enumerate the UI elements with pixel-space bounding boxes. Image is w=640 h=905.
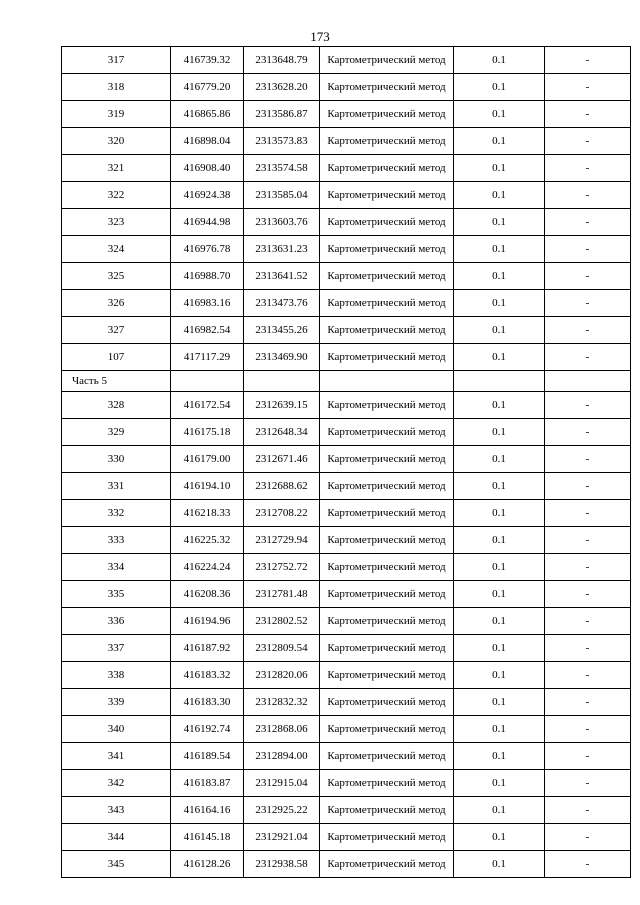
- note-cell: -: [545, 527, 631, 554]
- note-cell: -: [545, 344, 631, 371]
- table-row: [62, 824, 631, 851]
- accuracy-cell: 0.1: [454, 662, 545, 689]
- point-number-cell: 330: [62, 446, 171, 473]
- table-row: [62, 581, 631, 608]
- point-number-cell: 322: [62, 182, 171, 209]
- table-row: [62, 554, 631, 581]
- method-cell: Картометрический метод: [320, 635, 454, 662]
- method-cell: Картометрический метод: [320, 689, 454, 716]
- point-number-cell: 323: [62, 209, 171, 236]
- table-row: [62, 689, 631, 716]
- accuracy-cell: 0.1: [454, 47, 545, 74]
- method-cell: Картометрический метод: [320, 101, 454, 128]
- method-cell: Картометрический метод: [320, 608, 454, 635]
- accuracy-cell: 0.1: [454, 554, 545, 581]
- y-coordinate-cell: 2312921.04: [244, 824, 320, 851]
- x-coordinate-cell: 416976.78: [171, 236, 244, 263]
- accuracy-cell: 0.1: [454, 770, 545, 797]
- method-cell: Картометрический метод: [320, 743, 454, 770]
- y-coordinate-cell: 2313603.76: [244, 209, 320, 236]
- point-number-cell: 325: [62, 263, 171, 290]
- y-coordinate-cell: 2312802.52: [244, 608, 320, 635]
- method-cell: Картометрический метод: [320, 770, 454, 797]
- x-coordinate-cell: 416187.92: [171, 635, 244, 662]
- x-coordinate-cell: 416183.87: [171, 770, 244, 797]
- accuracy-cell: 0.1: [454, 290, 545, 317]
- y-coordinate-cell: 2313469.90: [244, 344, 320, 371]
- method-cell: Картометрический метод: [320, 446, 454, 473]
- method-cell: Картометрический метод: [320, 527, 454, 554]
- section-row: [62, 371, 631, 392]
- x-coordinate-cell: 416924.38: [171, 182, 244, 209]
- y-coordinate-cell: 2313455.26: [244, 317, 320, 344]
- x-coordinate-cell: 416192.74: [171, 716, 244, 743]
- point-number-cell: 334: [62, 554, 171, 581]
- x-coordinate-cell: 416175.18: [171, 419, 244, 446]
- x-coordinate-cell: 416145.18: [171, 824, 244, 851]
- y-coordinate-cell: 2312708.22: [244, 500, 320, 527]
- note-cell: -: [545, 824, 631, 851]
- note-cell: -: [545, 317, 631, 344]
- point-number-cell: 331: [62, 473, 171, 500]
- y-coordinate-cell: 2313574.58: [244, 155, 320, 182]
- table-row: [62, 743, 631, 770]
- table-row: [62, 182, 631, 209]
- y-coordinate-cell: 2312688.62: [244, 473, 320, 500]
- x-coordinate-cell: 416179.00: [171, 446, 244, 473]
- table-row: [62, 635, 631, 662]
- method-cell: Картометрический метод: [320, 392, 454, 419]
- point-number-cell: 321: [62, 155, 171, 182]
- table-row: [62, 290, 631, 317]
- method-cell: Картометрический метод: [320, 290, 454, 317]
- method-cell: Картометрический метод: [320, 155, 454, 182]
- x-coordinate-cell: 416865.86: [171, 101, 244, 128]
- note-cell: -: [545, 689, 631, 716]
- point-number-cell: 324: [62, 236, 171, 263]
- table-row: [62, 317, 631, 344]
- y-coordinate-cell: 2312639.15: [244, 392, 320, 419]
- table-row: [62, 527, 631, 554]
- y-coordinate-cell: 2313631.23: [244, 236, 320, 263]
- accuracy-cell: 0.1: [454, 446, 545, 473]
- point-number-cell: 329: [62, 419, 171, 446]
- table-row: [62, 797, 631, 824]
- table-row: [62, 47, 631, 74]
- method-cell: Картометрический метод: [320, 236, 454, 263]
- x-coordinate-cell: 416225.32: [171, 527, 244, 554]
- point-number-cell: 327: [62, 317, 171, 344]
- y-coordinate-cell: 2312894.00: [244, 743, 320, 770]
- table-row: [62, 344, 631, 371]
- point-number-cell: 336: [62, 608, 171, 635]
- table-row: [62, 608, 631, 635]
- note-cell: -: [545, 446, 631, 473]
- method-cell: Картометрический метод: [320, 473, 454, 500]
- accuracy-cell: 0.1: [454, 263, 545, 290]
- empty-cell: [545, 371, 631, 392]
- section-label: Часть 5: [62, 371, 171, 392]
- accuracy-cell: 0.1: [454, 317, 545, 344]
- note-cell: -: [545, 851, 631, 878]
- method-cell: Картометрический метод: [320, 581, 454, 608]
- accuracy-cell: 0.1: [454, 419, 545, 446]
- note-cell: -: [545, 263, 631, 290]
- point-number-cell: 341: [62, 743, 171, 770]
- y-coordinate-cell: 2312915.04: [244, 770, 320, 797]
- y-coordinate-cell: 2313585.04: [244, 182, 320, 209]
- note-cell: -: [545, 743, 631, 770]
- note-cell: -: [545, 770, 631, 797]
- point-number-cell: 328: [62, 392, 171, 419]
- point-number-cell: 344: [62, 824, 171, 851]
- table-row: [62, 128, 631, 155]
- note-cell: -: [545, 554, 631, 581]
- point-number-cell: 343: [62, 797, 171, 824]
- y-coordinate-cell: 2313648.79: [244, 47, 320, 74]
- accuracy-cell: 0.1: [454, 581, 545, 608]
- accuracy-cell: 0.1: [454, 743, 545, 770]
- y-coordinate-cell: 2313573.83: [244, 128, 320, 155]
- accuracy-cell: 0.1: [454, 236, 545, 263]
- point-number-cell: 337: [62, 635, 171, 662]
- note-cell: -: [545, 182, 631, 209]
- method-cell: Картометрический метод: [320, 419, 454, 446]
- note-cell: -: [545, 236, 631, 263]
- point-number-cell: 342: [62, 770, 171, 797]
- note-cell: -: [545, 716, 631, 743]
- note-cell: -: [545, 101, 631, 128]
- accuracy-cell: 0.1: [454, 797, 545, 824]
- empty-cell: [454, 371, 545, 392]
- y-coordinate-cell: 2312729.94: [244, 527, 320, 554]
- point-number-cell: 332: [62, 500, 171, 527]
- y-coordinate-cell: 2312868.06: [244, 716, 320, 743]
- point-number-cell: 339: [62, 689, 171, 716]
- table-row: [62, 851, 631, 878]
- y-coordinate-cell: 2313628.20: [244, 74, 320, 101]
- method-cell: Картометрический метод: [320, 317, 454, 344]
- table-row: [62, 419, 631, 446]
- accuracy-cell: 0.1: [454, 182, 545, 209]
- x-coordinate-cell: 416898.04: [171, 128, 244, 155]
- x-coordinate-cell: 416988.70: [171, 263, 244, 290]
- accuracy-cell: 0.1: [454, 635, 545, 662]
- y-coordinate-cell: 2312820.06: [244, 662, 320, 689]
- note-cell: -: [545, 47, 631, 74]
- method-cell: Картометрический метод: [320, 209, 454, 236]
- empty-cell: [320, 371, 454, 392]
- x-coordinate-cell: 416944.98: [171, 209, 244, 236]
- table-row: [62, 236, 631, 263]
- accuracy-cell: 0.1: [454, 608, 545, 635]
- point-number-cell: 107: [62, 344, 171, 371]
- table-row: [62, 392, 631, 419]
- x-coordinate-cell: 416983.16: [171, 290, 244, 317]
- note-cell: -: [545, 500, 631, 527]
- x-coordinate-cell: 416183.32: [171, 662, 244, 689]
- note-cell: -: [545, 128, 631, 155]
- table-row: [62, 770, 631, 797]
- coordinates-table-body: [62, 47, 631, 878]
- page-number: 173: [310, 29, 330, 44]
- note-cell: -: [545, 155, 631, 182]
- method-cell: Картометрический метод: [320, 824, 454, 851]
- x-coordinate-cell: 416224.24: [171, 554, 244, 581]
- table-row: [62, 101, 631, 128]
- y-coordinate-cell: 2313473.76: [244, 290, 320, 317]
- point-number-cell: 333: [62, 527, 171, 554]
- note-cell: -: [545, 290, 631, 317]
- x-coordinate-cell: 417117.29: [171, 344, 244, 371]
- point-number-cell: 318: [62, 74, 171, 101]
- table-row: [62, 74, 631, 101]
- y-coordinate-cell: 2313641.52: [244, 263, 320, 290]
- note-cell: -: [545, 74, 631, 101]
- table-row: [62, 473, 631, 500]
- accuracy-cell: 0.1: [454, 500, 545, 527]
- x-coordinate-cell: 416164.16: [171, 797, 244, 824]
- y-coordinate-cell: 2312938.58: [244, 851, 320, 878]
- accuracy-cell: 0.1: [454, 74, 545, 101]
- y-coordinate-cell: 2313586.87: [244, 101, 320, 128]
- point-number-cell: 338: [62, 662, 171, 689]
- accuracy-cell: 0.1: [454, 716, 545, 743]
- x-coordinate-cell: 416189.54: [171, 743, 244, 770]
- method-cell: Картометрический метод: [320, 182, 454, 209]
- x-coordinate-cell: 416128.26: [171, 851, 244, 878]
- table-row: [62, 155, 631, 182]
- x-coordinate-cell: 416218.33: [171, 500, 244, 527]
- accuracy-cell: 0.1: [454, 824, 545, 851]
- point-number-cell: 320: [62, 128, 171, 155]
- table-row: [62, 446, 631, 473]
- table-row: [62, 716, 631, 743]
- x-coordinate-cell: 416194.10: [171, 473, 244, 500]
- accuracy-cell: 0.1: [454, 128, 545, 155]
- note-cell: -: [545, 608, 631, 635]
- x-coordinate-cell: 416739.32: [171, 47, 244, 74]
- point-number-cell: 326: [62, 290, 171, 317]
- x-coordinate-cell: 416982.54: [171, 317, 244, 344]
- note-cell: -: [545, 797, 631, 824]
- empty-cell: [171, 371, 244, 392]
- method-cell: Картометрический метод: [320, 263, 454, 290]
- method-cell: Картометрический метод: [320, 851, 454, 878]
- y-coordinate-cell: 2312809.54: [244, 635, 320, 662]
- note-cell: -: [545, 635, 631, 662]
- accuracy-cell: 0.1: [454, 473, 545, 500]
- x-coordinate-cell: 416194.96: [171, 608, 244, 635]
- method-cell: Картометрический метод: [320, 500, 454, 527]
- method-cell: Картометрический метод: [320, 128, 454, 155]
- y-coordinate-cell: 2312648.34: [244, 419, 320, 446]
- table-row: [62, 500, 631, 527]
- point-number-cell: 345: [62, 851, 171, 878]
- method-cell: Картометрический метод: [320, 554, 454, 581]
- accuracy-cell: 0.1: [454, 155, 545, 182]
- point-number-cell: 335: [62, 581, 171, 608]
- accuracy-cell: 0.1: [454, 851, 545, 878]
- accuracy-cell: 0.1: [454, 527, 545, 554]
- accuracy-cell: 0.1: [454, 101, 545, 128]
- y-coordinate-cell: 2312925.22: [244, 797, 320, 824]
- table-row: [62, 662, 631, 689]
- point-number-cell: 319: [62, 101, 171, 128]
- note-cell: -: [545, 392, 631, 419]
- x-coordinate-cell: 416172.54: [171, 392, 244, 419]
- note-cell: -: [545, 209, 631, 236]
- accuracy-cell: 0.1: [454, 209, 545, 236]
- method-cell: Картометрический метод: [320, 74, 454, 101]
- empty-cell: [244, 371, 320, 392]
- x-coordinate-cell: 416208.36: [171, 581, 244, 608]
- method-cell: Картометрический метод: [320, 797, 454, 824]
- y-coordinate-cell: 2312752.72: [244, 554, 320, 581]
- x-coordinate-cell: 416908.40: [171, 155, 244, 182]
- method-cell: Картометрический метод: [320, 344, 454, 371]
- y-coordinate-cell: 2312671.46: [244, 446, 320, 473]
- table-row: [62, 263, 631, 290]
- accuracy-cell: 0.1: [454, 344, 545, 371]
- accuracy-cell: 0.1: [454, 392, 545, 419]
- accuracy-cell: 0.1: [454, 689, 545, 716]
- point-number-cell: 317: [62, 47, 171, 74]
- x-coordinate-cell: 416779.20: [171, 74, 244, 101]
- y-coordinate-cell: 2312832.32: [244, 689, 320, 716]
- method-cell: Картометрический метод: [320, 662, 454, 689]
- method-cell: Картометрический метод: [320, 716, 454, 743]
- x-coordinate-cell: 416183.30: [171, 689, 244, 716]
- method-cell: Картометрический метод: [320, 47, 454, 74]
- y-coordinate-cell: 2312781.48: [244, 581, 320, 608]
- table-row: [62, 209, 631, 236]
- coordinates-table: [61, 46, 631, 878]
- point-number-cell: 340: [62, 716, 171, 743]
- note-cell: -: [545, 662, 631, 689]
- note-cell: -: [545, 473, 631, 500]
- note-cell: -: [545, 419, 631, 446]
- note-cell: -: [545, 581, 631, 608]
